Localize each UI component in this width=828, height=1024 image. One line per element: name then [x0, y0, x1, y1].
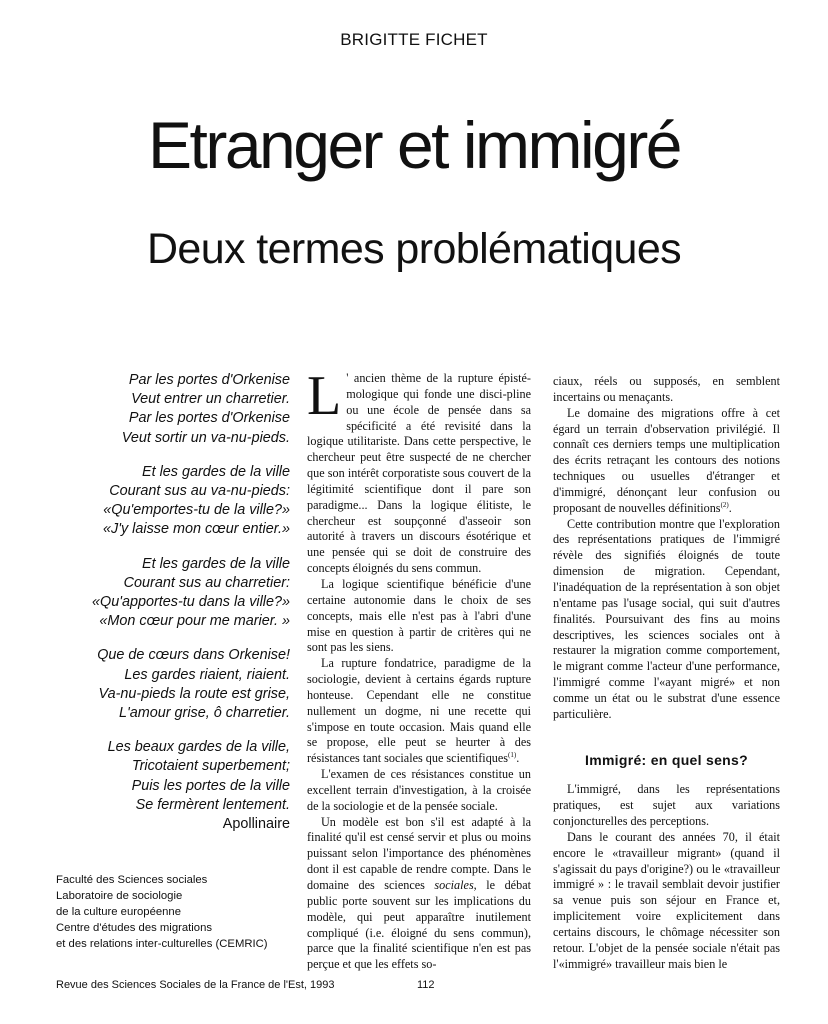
poem-line: Que de cœurs dans Orkenise! [97, 647, 290, 664]
poem-line: Veut sortir un va-nu-pieds. [121, 429, 290, 446]
poem-line: Les gardes riaient, riaient. [124, 666, 290, 683]
affiliation-line: de la culture européenne [56, 906, 181, 918]
article-title: Etranger et immigré [147, 108, 681, 182]
poem-stanza [60, 463, 290, 540]
poem-line: Courant sus au charretier: [123, 574, 290, 591]
author-name: BRIGITTE FICHET [340, 30, 488, 49]
body-paragraph [553, 406, 780, 517]
body-paragraph: Dans le courant des années 70, il était encore le «travailleur migrant» (quand il s'agissait du pays d'origine?) ou le «travailleur immigré » : le travail semblait devoir justifier sa venue puis son séjour en France et, implicitement voire explicitement dans certains discours, le chômage nécessiter son retour. L'objet de la pensée sociale n'était pas l'«immigré» travailleur mais bien le [553, 829, 780, 971]
poem-line: Tricotaient superbement; [131, 758, 290, 775]
body-column-left [307, 365, 531, 973]
body-paragraph [307, 815, 531, 973]
affiliation-line: Faculté des Sciences sociales [56, 874, 208, 886]
paragraph-text: le débat public porte souvent sur les implications du modèle, qui peut apparaître inutilement compliqué (i.e. éloigné du sens commun), parce que la finalité scientifique n'en est pas perçue et que les effets so- [307, 878, 531, 972]
epigraph-poem [60, 371, 290, 834]
poem-line: «J'y laisse mon cœur entier.» [103, 521, 290, 538]
poem-line: Va-nu-pieds la route est grise, [98, 685, 290, 702]
affiliation-line: et des relations inter-culturelles (CEMRIC) [56, 938, 268, 950]
poem-line: Veut entrer un charretier. [131, 391, 290, 408]
footer-journal: Revue des Sciences Sociales de la France de l'Est, 1993 [56, 979, 335, 991]
body-paragraph [307, 365, 531, 577]
poem-line: Et les gardes de la ville [142, 463, 290, 480]
section-heading: Immigré: en quel sens? [585, 751, 748, 768]
body-paragraph: Cette contribution montre que l'exploration des représentations pratiques de l'immigré révèle des signifiés éloignés de toute dimension de migration. Cependant, l'inadéquation de la représentation à son objet n'entame pas l'usage social, qui suit d'autres finalités. Poursuivant des fins au moins descriptives, les sciences sociales ont à restaurer la migration comme comportement, le migrant comme l'acteur d'une performance, l'immigré comme l'«ayant migré» et non comme un état ou le substrat d'une essence particulière. [553, 516, 780, 721]
paragraph-text: La rupture fondatrice, paradigme de la sociologie, devient à certains égards rupture honteuse. Cependant elle ne constitue nullement un dogme, ni une recette qui s'impose en toute occasion. Mais quand elle se propose, elle peut se heurter à des résistances tant sociales que scientifiques [307, 656, 531, 766]
poem-line: «Qu'emportes-tu de la ville?» [103, 502, 290, 519]
poem-author: Apollinaire [222, 816, 290, 833]
body-paragraph: L'immigré, dans les représentations pratiques, est sujet aux variations conjoncturelles des perceptions. [553, 782, 780, 829]
poem-stanza [60, 646, 290, 723]
affiliation-line: Laboratoire de sociologie [56, 890, 183, 902]
poem-line: Par les portes d'Orkenise [128, 410, 290, 427]
poem-line: Se fermèrent lentement. [135, 796, 290, 813]
paragraph-text: Un modèle est bon s'il est adapté à la finalité qu'il est censé servir et plus ou moins puissant selon l'importance des phénomènes dont il est capable de rendre compte. Dans le domaine des sciences [307, 814, 531, 892]
page-number: 112 [417, 979, 435, 991]
poem-line: L'amour grise, ô charretier. [119, 705, 290, 722]
drop-cap: L [307, 365, 342, 427]
affiliation-line: Centre d'études des migrations [56, 922, 213, 934]
paragraph-text: Le domaine des migrations offre à cet égard un terrain d'observation privilégié. Il connaît ces derniers temps une multiplication des écrits retraçant les contours des notions techniques ou usuelles d'étranger et d'immigré, dénonçant leur confusion ou proposant de nouvelles définitions [553, 405, 780, 515]
article-subtitle: Deux termes problématiques [146, 225, 682, 273]
poem-stanza [60, 555, 290, 632]
poem-line: Les beaux gardes de la ville, [107, 739, 290, 756]
poem-line: Et les gardes de la ville [142, 555, 290, 572]
paragraph-text: . [516, 751, 520, 766]
body-paragraph [307, 656, 531, 767]
poem-line: «Mon cœur pour me marier. » [99, 613, 290, 630]
footnote-ref[interactable]: (2) [720, 500, 729, 509]
poem-line: Par les portes d'Orkenise [128, 372, 290, 388]
author-affiliation [56, 872, 306, 952]
paragraph-text: . [728, 500, 732, 515]
poem-line: «Qu'apportes-tu dans la ville?» [92, 594, 290, 611]
poem-line: Courant sus au va-nu-pieds: [109, 483, 290, 500]
paragraph-text: ' ancien thème de la rupture épisté-mologique qui fonde une disci-pline ou une école de pensée dans sa spécificité a été revisité dans la logique utilitariste. Dans cette perspective, le chercheur peut être suspecté de ne chercher que son intérêt corporatiste sous couvert de la légitimité scientifique dont il pare son paradigme... Dans la logique élitiste, le chercheur est soupçonné d'asseoir son autorité à travers un discours ésotérique et une pensée qui se doit de construire des concepts éloignés du sens commun. [307, 371, 531, 576]
body-paragraph: L'examen de ces résistances constitue un excellent terrain d'investigation, à la croisée de la sociologie et de la pensée sociale. [307, 767, 531, 813]
poem-stanza [60, 371, 290, 448]
emphasis-text: sociales, [434, 878, 477, 892]
body-paragraph: ciaux, réels ou supposés, en semblent incertains ou menaçants. [553, 374, 780, 404]
poem-stanza [60, 738, 290, 815]
poem-line: Puis les portes de la ville [131, 777, 290, 794]
body-column-right [553, 374, 780, 973]
footnote-ref[interactable]: (1) [508, 751, 517, 760]
body-paragraph: La logique scientifique bénéficie d'une certaine autonomie dans le choix de ses concepts, mais elle n'est pas à l'abri d'une mise en question à partir de critères qui ne sont pas les siens. [307, 576, 531, 655]
